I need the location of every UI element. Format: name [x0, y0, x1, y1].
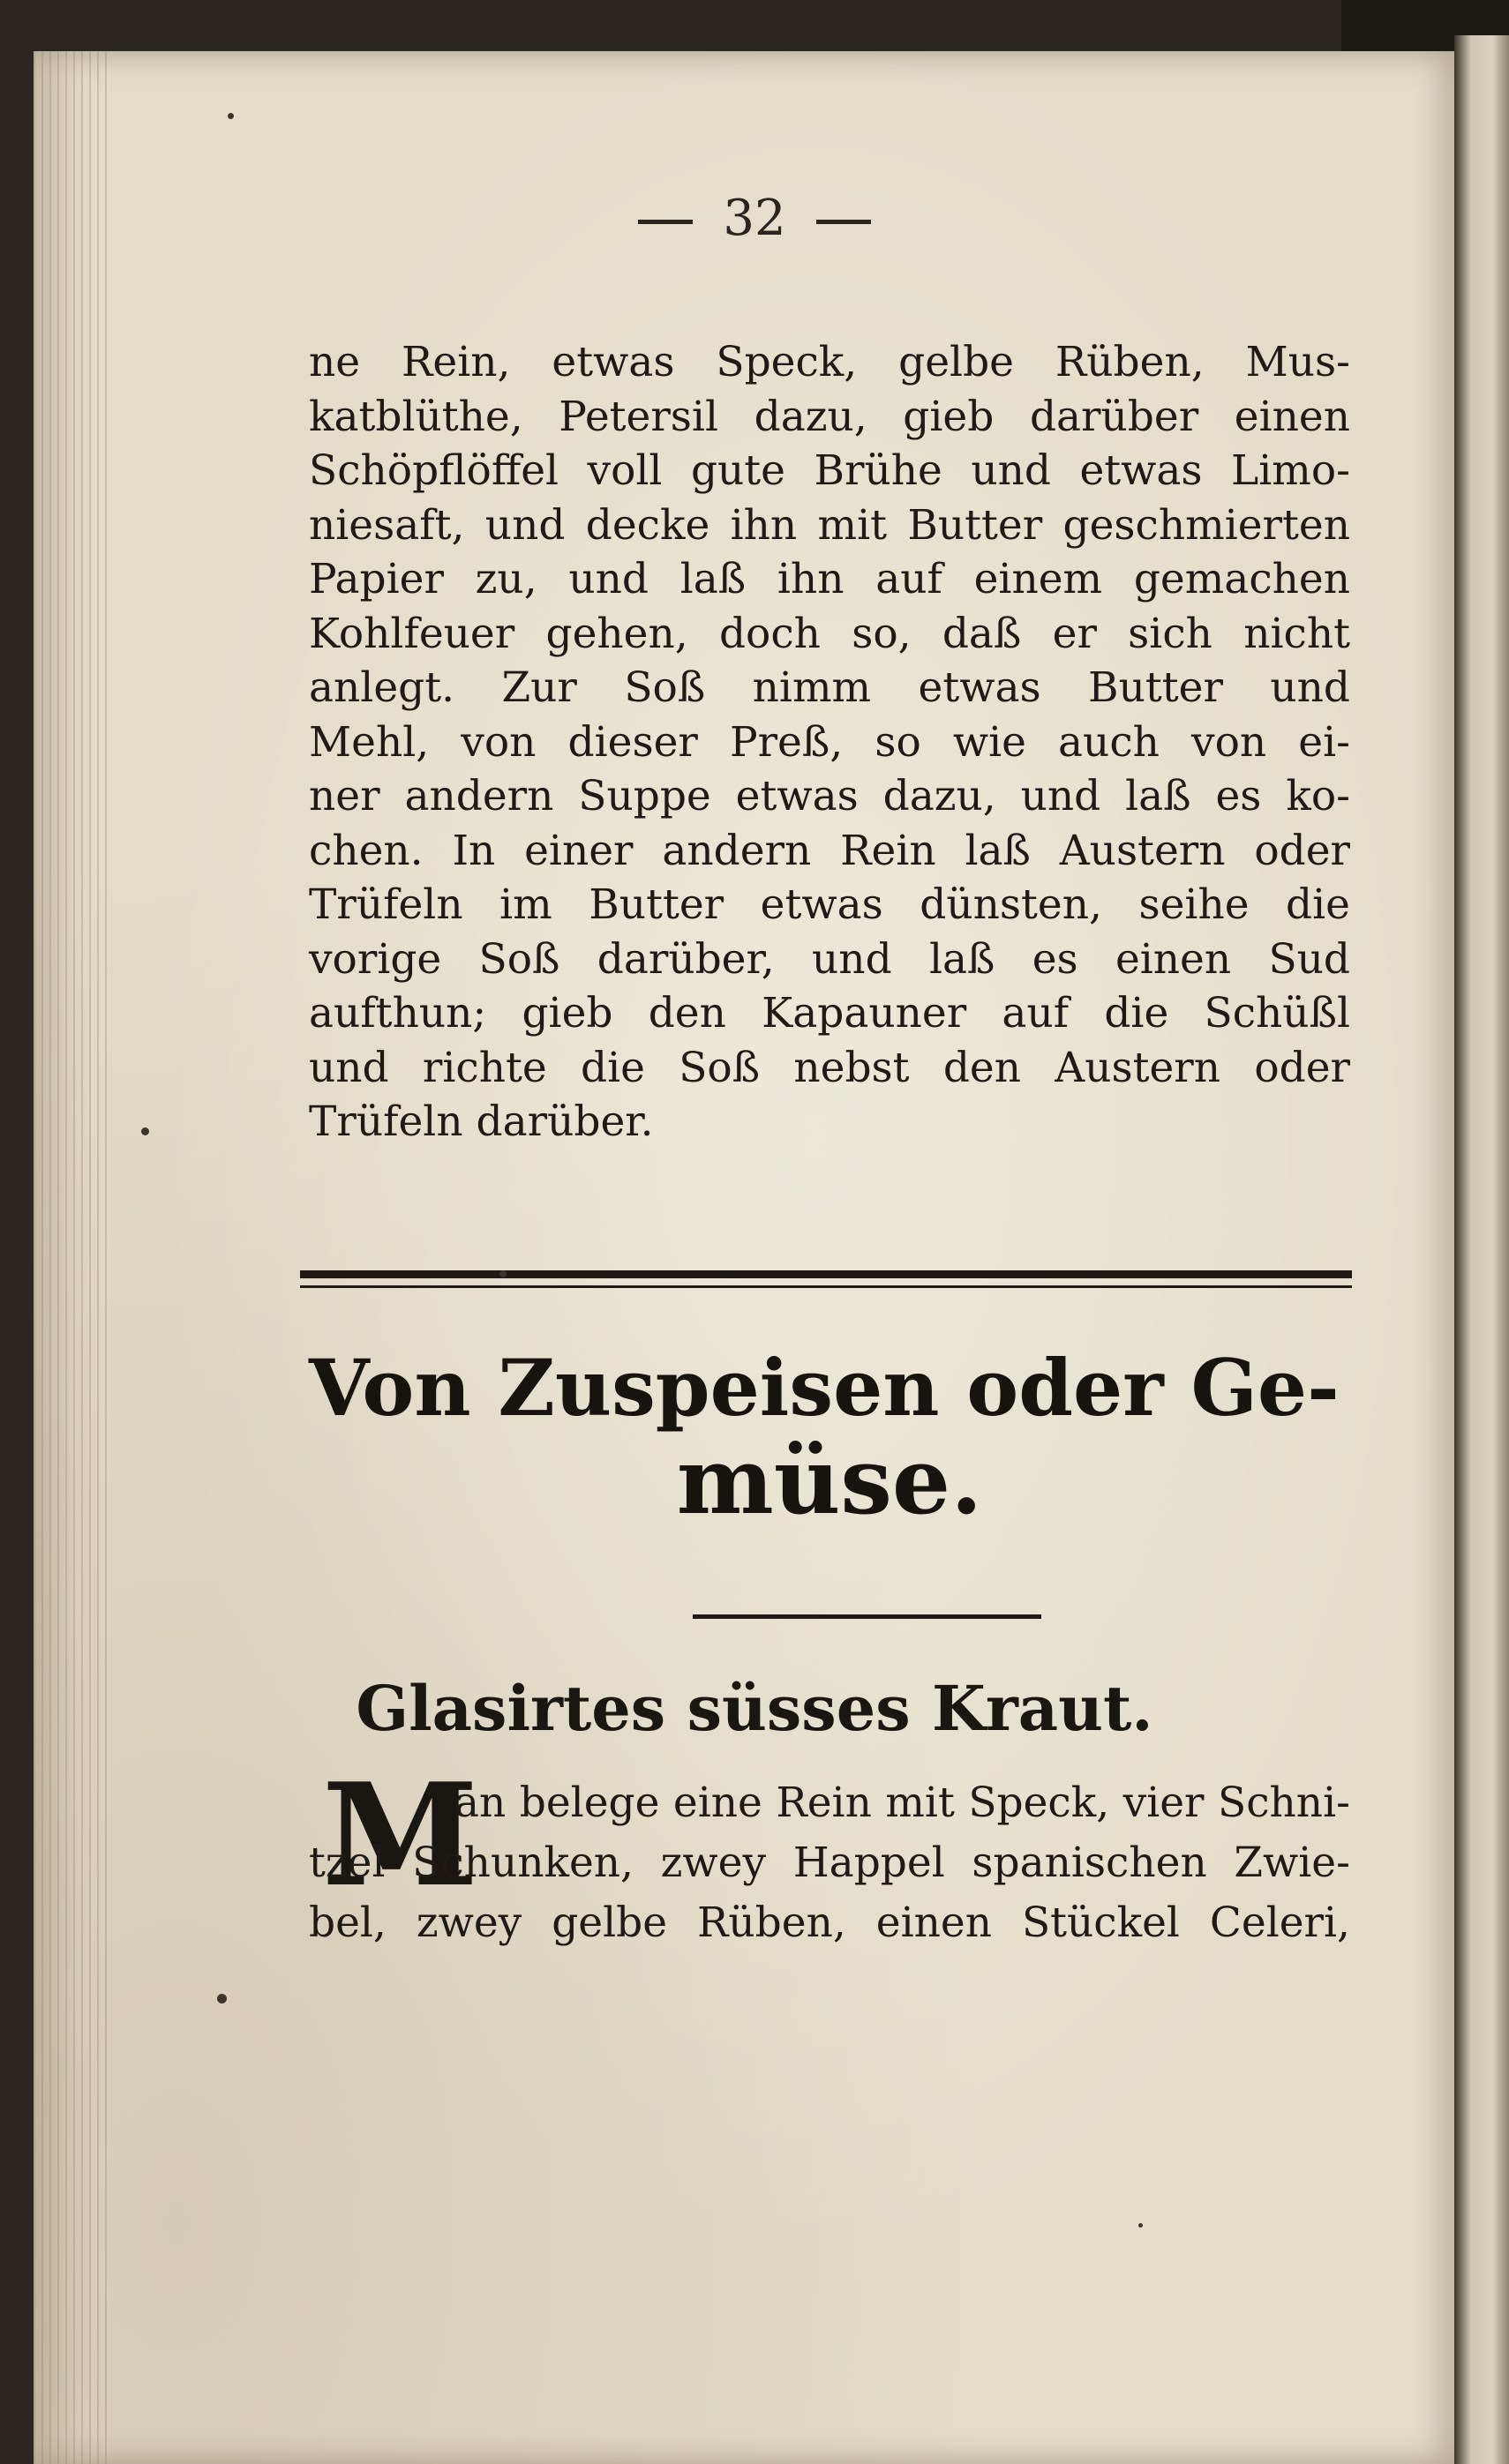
page-number-dash-left [638, 220, 693, 224]
recipe-text [309, 1773, 1350, 1953]
paper-speck [228, 113, 234, 119]
section-title [309, 1341, 1350, 1535]
body-line: katblüthe, Petersil dazu, gieb darüber einen [309, 392, 1350, 441]
page-number [0, 190, 1509, 247]
recipe-line: tzel Schunken, zwey Happel spanischen Zwie- [309, 1839, 1350, 1887]
body-line: Trüfeln darüber. [309, 1097, 654, 1146]
page-number-value: 32 [723, 190, 786, 247]
paper-speck [217, 1994, 227, 2003]
recipe-line: an belege eine Rein mit Speck, vier Schni- [454, 1779, 1350, 1827]
section-divider [300, 1270, 1352, 1297]
body-line: ne Rein, etwas Speck, gelbe Rüben, Mus- [309, 338, 1350, 386]
recipe-line: bel, zwey gelbe Rüben, einen Stückel Celeri, [309, 1899, 1350, 1947]
paper-speck [1138, 2223, 1143, 2228]
body-line: Papier zu, und laß ihn auf einem gemachen [309, 555, 1350, 603]
body-line: chen. In einer andern Rein laß Austern oder [309, 826, 1350, 875]
recipe-title: Glasirtes süsses Kraut. [356, 1672, 1153, 1745]
drop-cap: M [322, 1752, 479, 1918]
body-line: niesaft, und decke ihn mit Butter geschmierten [309, 500, 1350, 550]
body-line: aufthun; gieb den Kapauner auf die Schüßl [309, 989, 1350, 1037]
page-number-dash-right [816, 220, 871, 224]
body-line: und richte die Soß nebst den Austern oder [309, 1043, 1350, 1092]
body-text [309, 335, 1350, 1150]
paper-speck [141, 1127, 149, 1135]
body-line: Schöpflöffel voll gute Brühe und etwas Limo- [309, 446, 1350, 495]
section-title-line-2: müse. [676, 1427, 983, 1535]
page-edge-texture [34, 51, 113, 2464]
body-line: Mehl, von dieser Preß, so wie auch von ei- [309, 717, 1350, 767]
divider-thin-rule [300, 1285, 1352, 1288]
title-underline-rule [693, 1614, 1041, 1619]
body-line: ner andern Suppe etwas dazu, und laß es ko- [309, 772, 1350, 820]
facing-page-edge [1454, 35, 1509, 2464]
body-line: vorige Soß darüber, und laß es einen Sud [309, 934, 1350, 984]
section-title-line-1: Von Zuspeisen oder Ge- [309, 1342, 1340, 1434]
body-line: Trüfeln im Butter etwas dünsten, seihe die [309, 880, 1350, 929]
body-line: Kohlfeuer gehen, doch so, daß er sich nicht [309, 609, 1350, 658]
body-line: anlegt. Zur Soß nimm etwas Butter und [309, 663, 1350, 712]
paper-speck [499, 1270, 507, 1277]
divider-thick-rule [300, 1270, 1352, 1278]
